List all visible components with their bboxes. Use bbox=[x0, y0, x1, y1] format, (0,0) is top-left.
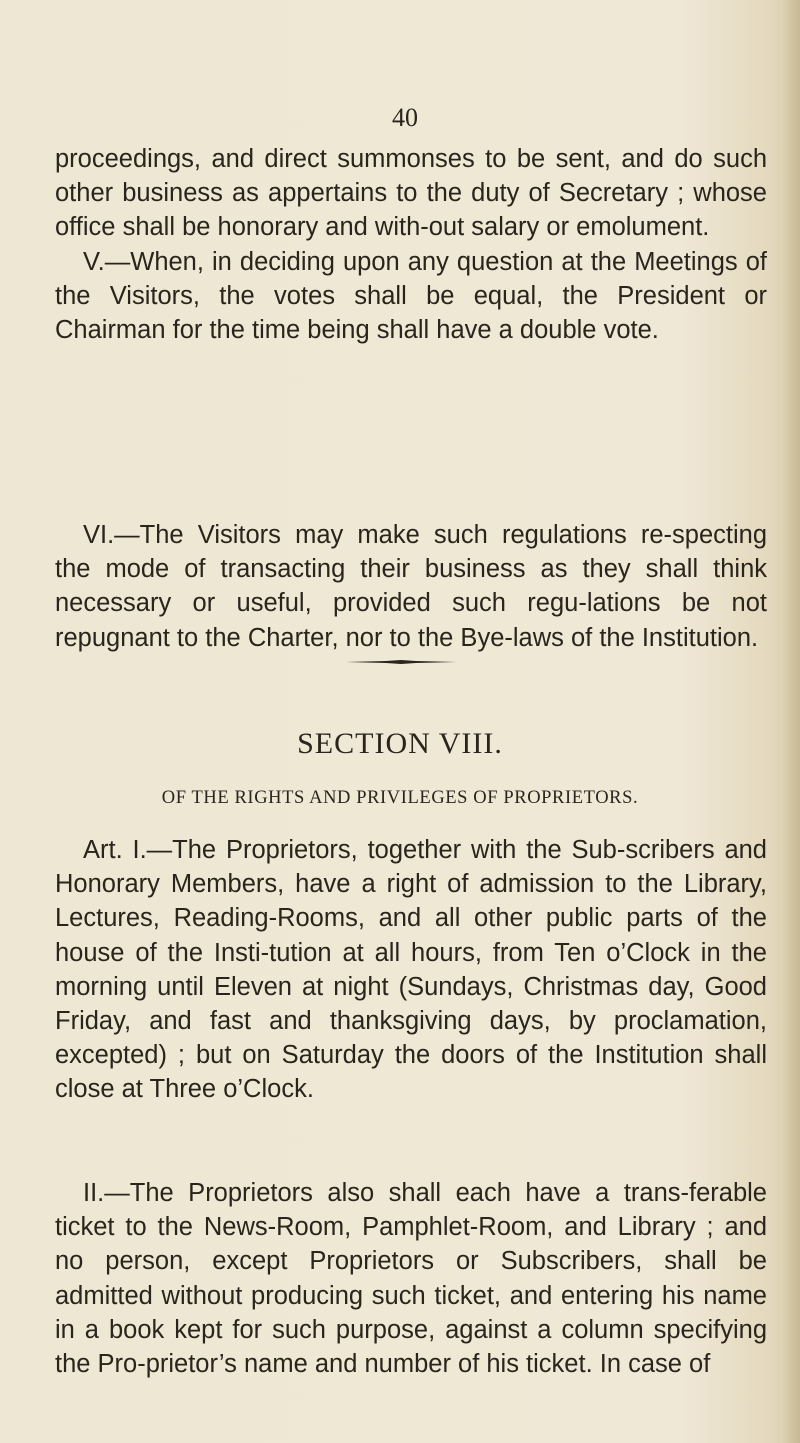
section-title: SECTION VIII. bbox=[297, 727, 503, 760]
page-number: 40 bbox=[392, 103, 418, 132]
section-divider-rule bbox=[346, 660, 456, 664]
page-edge-shadow bbox=[782, 0, 800, 1443]
paragraph-article-vi: VI.—The Visitors may make such regulations re-specting the mode of transacting their business as they shall think necessary or useful, provided such regu-lations be not repugnant to the Charter, nor to the Bye-laws of the Institution. bbox=[55, 521, 767, 652]
paragraph-article-ii: II.—The Proprietors also shall each have a trans-ferable ticket to the News-Room, Pamphlet-Room, and Library ; and no person, except Proprietors or Subscribers, shall be admitted without producing such ticket, and entering his name in a book kept for such purpose, against a column specifying the Pro-prietor’s name and number of his ticket. In case of bbox=[55, 1179, 767, 1379]
paragraph-article-i: Art. I.—The Proprietors, together with the Sub-scribers and Honorary Members, have a right of admission to the Library, Lectures, Reading-Rooms, and all other public parts of the house of the Insti-tution at all hours, from Ten o’Clock in the morning until Eleven at night (Sundays, Christmas day, Good Friday, and fast and thanksgiving days, by proclamation, excepted) ; but on Saturday the doors of the Institution shall close at Three o’Clock. bbox=[55, 836, 767, 1104]
section-subtitle: OF THE RIGHTS AND PRIVILEGES OF PROPRIETORS. bbox=[161, 788, 639, 808]
paragraph-secretary-continuation: proceedings, and direct summonses to be sent, and do such other business as appertains to the duty of Secretary ; whose office shall be honorary and with-out salary or emolument. bbox=[55, 145, 767, 242]
paragraph-article-v: V.—When, in deciding upon any question at the Meetings of the Visitors, the votes shall be equal, the President or Chairman for the time being shall have a double vote. bbox=[55, 248, 767, 345]
